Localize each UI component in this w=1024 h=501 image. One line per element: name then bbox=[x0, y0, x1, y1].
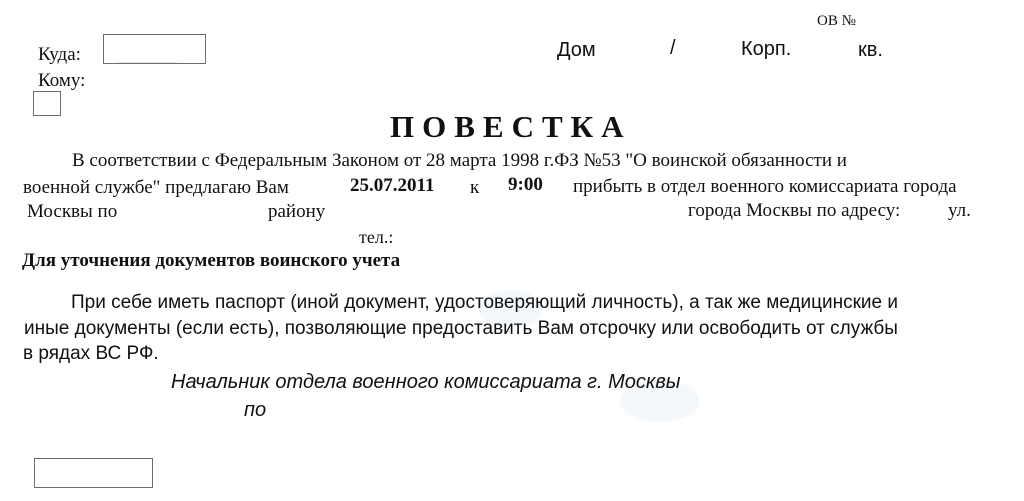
signature-line-2: по bbox=[244, 399, 267, 421]
telephone-label: тел.: bbox=[359, 227, 394, 247]
paragraph-1-line-2-suffix: прибыть в отдел военного комиссариата города bbox=[573, 176, 957, 197]
paragraph-1-line-3-mid: району bbox=[268, 201, 326, 222]
dom-label: Дом bbox=[557, 39, 596, 61]
paragraph-1-line-1: В соответствии с Федеральным Законом от 28 марта 1998 г.ФЗ №53 "О воинской обязанности и bbox=[72, 150, 847, 171]
slash-separator: / bbox=[670, 37, 676, 59]
time-prefix: к bbox=[470, 177, 480, 198]
komu-redaction-box bbox=[33, 91, 61, 116]
kuda-redaction-box bbox=[103, 34, 206, 64]
footer-redaction-box bbox=[34, 458, 153, 488]
summons-date: 25.07.2011 bbox=[350, 175, 435, 196]
summons-time: 9:00 bbox=[508, 174, 543, 195]
paragraph-2-line-2: иные документы (если есть), позволяющие предоставить Вам отсрочку или освободить от службы bbox=[24, 318, 898, 339]
korp-label: Корп. bbox=[741, 38, 792, 60]
document-title: ПОВЕСТКА bbox=[390, 109, 632, 144]
kv-label: кв. bbox=[858, 39, 883, 61]
kuda-ghost-line bbox=[117, 62, 177, 63]
paragraph-1-line-3-prefix: Москвы по bbox=[27, 201, 118, 222]
purpose-line: Для уточнения документов воинского учета bbox=[22, 250, 401, 271]
street-label: ул. bbox=[948, 200, 971, 221]
paragraph-1-line-3-suffix: города Москвы по адресу: bbox=[688, 200, 901, 221]
signature-line-1: Начальник отдела военного комиссариата г. Москвы bbox=[171, 371, 681, 393]
ov-number-label: ОВ № bbox=[817, 13, 856, 29]
paragraph-1-line-2-prefix: военной службе" предлагаю Вам bbox=[23, 177, 289, 198]
paragraph-2-line-1: При себе иметь паспорт (иной документ, удостоверяющий личность), а так же медицинские и bbox=[71, 292, 898, 313]
paragraph-2-line-3: в рядах ВС РФ. bbox=[23, 343, 159, 364]
kuda-label: Куда: bbox=[38, 44, 81, 65]
komu-label: Кому: bbox=[38, 70, 86, 91]
